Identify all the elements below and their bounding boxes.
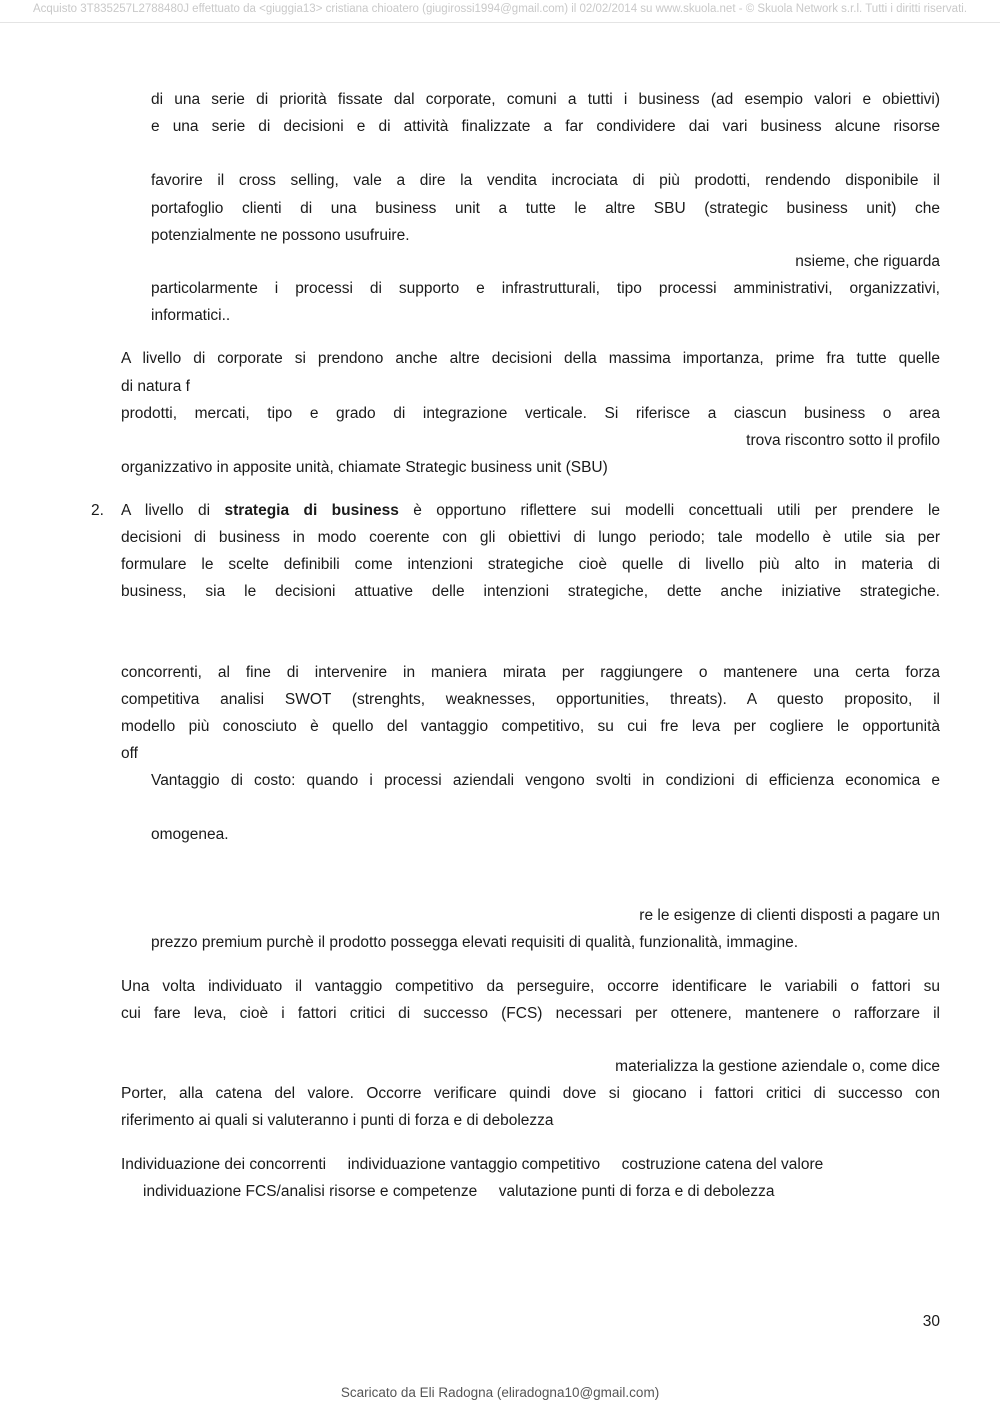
text-line: re le esigenze di clienti disposti a pagare un	[639, 907, 940, 924]
text-line: informatici..	[151, 307, 231, 324]
download-footer: Scaricato da Eli Radogna (eliradogna10@gmail.com)	[340, 1385, 660, 1400]
text-line: A livello di corporate si prendono anche altre decisioni della massima importanza, prime fra tutte quelle	[121, 350, 940, 367]
text-line: nsieme, che riguarda	[795, 253, 940, 270]
text-line: riferimento ai quali si valuteranno i punti di forza e di debolezza	[121, 1112, 554, 1129]
text-line: potenzialmente ne possono usufruire.	[151, 227, 410, 244]
text-line: Porter, alla catena del valore. Occorre verificare quindi dove si giocano i fattori critici di successo con	[121, 1085, 940, 1102]
text-line: Individuazione dei concorrenti individuazione vantaggio competitivo costruzione catena del valore	[121, 1156, 824, 1173]
purchase-watermark: Acquisto 3T835257L2788480J effettuato da <giuggia13> cristiana chioatero (giugirossi1994@gmail.com) il 02/02/2014 su www.skuola.net - © Skuola Network s.r.l. Tutti i diritti riservati.	[32, 3, 968, 15]
text-line: concorrenti, al fine di intervenire in maniera mirata per raggiungere o mantenere una certa forza	[121, 664, 940, 681]
text-line: Vantaggio di costo: quando i processi aziendali vengono svolti in condizioni di efficienza economica e	[151, 772, 940, 789]
text-line: favorire il cross selling, vale a dire la vendita incrociata di più prodotti, rendendo disponibile il	[151, 172, 940, 189]
text-line: business, sia le decisioni attuative delle intenzioni strategiche, dette anche iniziative strategiche.	[121, 583, 940, 600]
list-item-number: 2.	[91, 502, 104, 519]
text-line: portafoglio clienti di una business unit a tutte le altre SBU (strategic business unit) che	[151, 200, 940, 217]
text-line: prezzo premium purchè il prodotto possegga elevati requisiti di qualità, funzionalità, immagine.	[151, 934, 799, 951]
text-line: prodotti, mercati, tipo e grado di integrazione verticale. Si riferisce a ciascun business o area	[121, 405, 940, 422]
text-line: particolarmente i processi di supporto e infrastrutturali, tipo processi amministrativi, organizzativi,	[151, 280, 940, 297]
text-line: competitiva analisi SWOT (strenghts, weaknesses, opportunities, threats). A questo proposito, il	[121, 691, 940, 708]
text-line: Una volta individuato il vantaggio competitivo da perseguire, occorre identificare le variabili o fattori su	[121, 978, 940, 995]
text-line: individuazione FCS/analisi risorse e competenze valutazione punti di forza e di debolezza	[143, 1183, 775, 1200]
text-line: trova riscontro sotto il profilo	[746, 432, 940, 449]
text-line: di natura f	[121, 378, 190, 395]
text-line: A livello di strategia di business è opportuno riflettere sui modelli concettuali utili per prendere le	[121, 502, 941, 519]
text-line: di una serie di priorità fissate dal corporate, comuni a tutti i business (ad esempio valori e obiettivi)	[151, 91, 940, 108]
text-line: formulare le scelte definibili come intenzioni strategiche cioè quelle di livello più alto in materia di	[121, 556, 940, 573]
text-line: off	[121, 745, 138, 762]
watermark-bar	[0, 0, 1000, 23]
text-line: omogenea.	[151, 826, 229, 843]
text-line: modello più conosciuto è quello del vantaggio competitivo, su cui fre leva per cogliere le opportunità	[121, 718, 940, 735]
text-line: cui fare leva, cioè i fattori critici di successo (FCS) necessari per ottenere, mantenere o rafforzare il	[121, 1005, 940, 1022]
text-line: e una serie di decisioni e di attività finalizzate a far condividere dai vari business alcune risorse	[151, 118, 940, 135]
text-line: materializza la gestione aziendale o, come dice	[615, 1058, 940, 1075]
text-line: decisioni di business in modo coerente con gli obiettivi di lungo periodo; tale modello è utile sia per	[121, 529, 940, 546]
bold-term: strategia di business	[224, 502, 399, 519]
text-line: organizzativo in apposite unità, chiamate Strategic business unit (SBU)	[121, 459, 608, 476]
page-number: 30	[922, 1313, 940, 1330]
